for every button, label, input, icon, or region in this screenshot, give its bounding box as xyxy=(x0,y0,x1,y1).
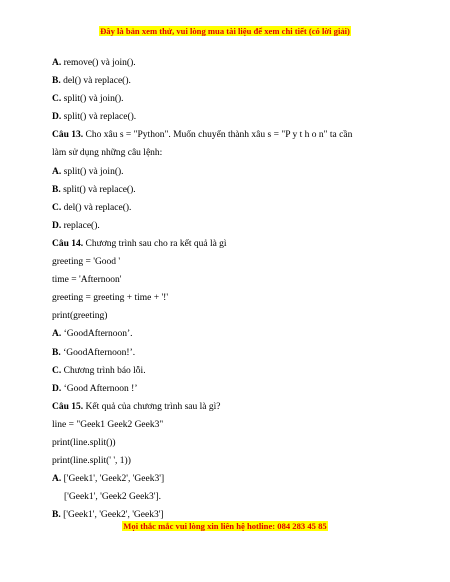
line-text: split() và join(). xyxy=(61,94,124,105)
text-line xyxy=(52,434,392,452)
line-text: Kết quả của chương trình sau là gì? xyxy=(83,401,221,412)
line-text: replace(). xyxy=(61,220,100,231)
line-label: C. xyxy=(52,365,62,376)
line-text: làm sử dụng những câu lệnh: xyxy=(52,148,163,159)
line-text: del() và replace(). xyxy=(60,76,131,87)
line-label: Câu 13. xyxy=(52,130,84,141)
line-label: Câu 15. xyxy=(52,401,84,412)
preview-notice-banner xyxy=(0,26,450,37)
line-text: Chương trình báo lỗi. xyxy=(61,365,146,376)
text-line xyxy=(52,199,392,217)
text-line xyxy=(52,72,392,90)
text-line xyxy=(52,90,392,108)
text-line xyxy=(52,398,392,416)
line-text: print(line.split()) xyxy=(52,437,116,448)
line-label: B. xyxy=(52,347,61,358)
line-text: greeting = greeting + time + '!' xyxy=(52,293,169,304)
line-label: B. xyxy=(52,76,61,87)
line-text: ['Geek1', 'Geek2 Geek3']. xyxy=(64,492,162,503)
line-text: greeting = 'Good ' xyxy=(52,257,121,268)
line-text: ‘Good Afternoon !’ xyxy=(61,383,138,394)
line-label: B. xyxy=(52,510,61,521)
preview-notice-text: Đây là bản xem thử, vui lòng mua tài liệu để xem chi tiết (có lời giải) xyxy=(100,26,350,36)
line-text: time = 'Afternoon' xyxy=(52,275,122,286)
text-line xyxy=(52,126,392,144)
text-line xyxy=(52,488,392,506)
text-line xyxy=(52,416,392,434)
line-text: split() và join(). xyxy=(61,166,124,177)
text-line xyxy=(52,307,392,325)
text-line xyxy=(52,289,392,307)
line-label: Câu 14. xyxy=(52,238,84,249)
text-line xyxy=(52,271,392,289)
line-text: line = "Geek1 Geek2 Geek3" xyxy=(52,419,164,430)
document-body xyxy=(52,54,392,524)
line-label: C. xyxy=(52,94,62,105)
line-text: ['Geek1', 'Geek2', 'Geek3'] xyxy=(61,474,165,485)
text-line xyxy=(52,163,392,181)
line-text: ‘GoodAfternoon’. xyxy=(61,329,133,340)
line-text: ‘GoodAfternoon!’. xyxy=(60,347,136,358)
line-label: A. xyxy=(52,329,62,340)
line-text: split() và replace(). xyxy=(61,112,137,123)
hotline-banner xyxy=(0,521,450,532)
text-line xyxy=(52,380,392,398)
text-line xyxy=(52,253,392,271)
line-label: A. xyxy=(52,58,62,68)
line-label: D. xyxy=(52,383,62,394)
text-line xyxy=(52,470,392,488)
text-line xyxy=(52,217,392,235)
text-line xyxy=(52,325,392,343)
line-text: Cho xâu s = "Python". Muốn chuyển thành xâu s = "P y t h o n" ta cần xyxy=(83,130,353,141)
line-text: remove() và join(). xyxy=(61,58,136,68)
text-line xyxy=(52,362,392,380)
line-label: A. xyxy=(52,474,62,485)
line-label: A. xyxy=(52,166,62,177)
hotline-text: Mọi thắc mắc vui lòng xin liên hệ hotline: 084 283 45 85 xyxy=(123,521,327,531)
line-label: D. xyxy=(52,112,62,123)
line-label: D. xyxy=(52,220,62,231)
text-line xyxy=(52,235,392,253)
line-label: B. xyxy=(52,184,61,195)
line-text: split() và replace(). xyxy=(60,184,136,195)
line-text: ['Geek1', 'Geek2', 'Geek3'] xyxy=(60,510,164,521)
line-label: C. xyxy=(52,202,62,213)
line-text: print(line.split(' ', 1)) xyxy=(52,456,131,467)
line-text: del() và replace(). xyxy=(61,202,132,213)
text-line xyxy=(52,452,392,470)
line-text: Chương trình sau cho ra kết quả là gì xyxy=(83,238,227,249)
line-text: print(greeting) xyxy=(52,311,108,322)
text-line xyxy=(52,181,392,199)
text-line xyxy=(52,344,392,362)
text-line xyxy=(52,54,392,72)
text-line xyxy=(52,144,392,162)
text-line xyxy=(52,108,392,126)
